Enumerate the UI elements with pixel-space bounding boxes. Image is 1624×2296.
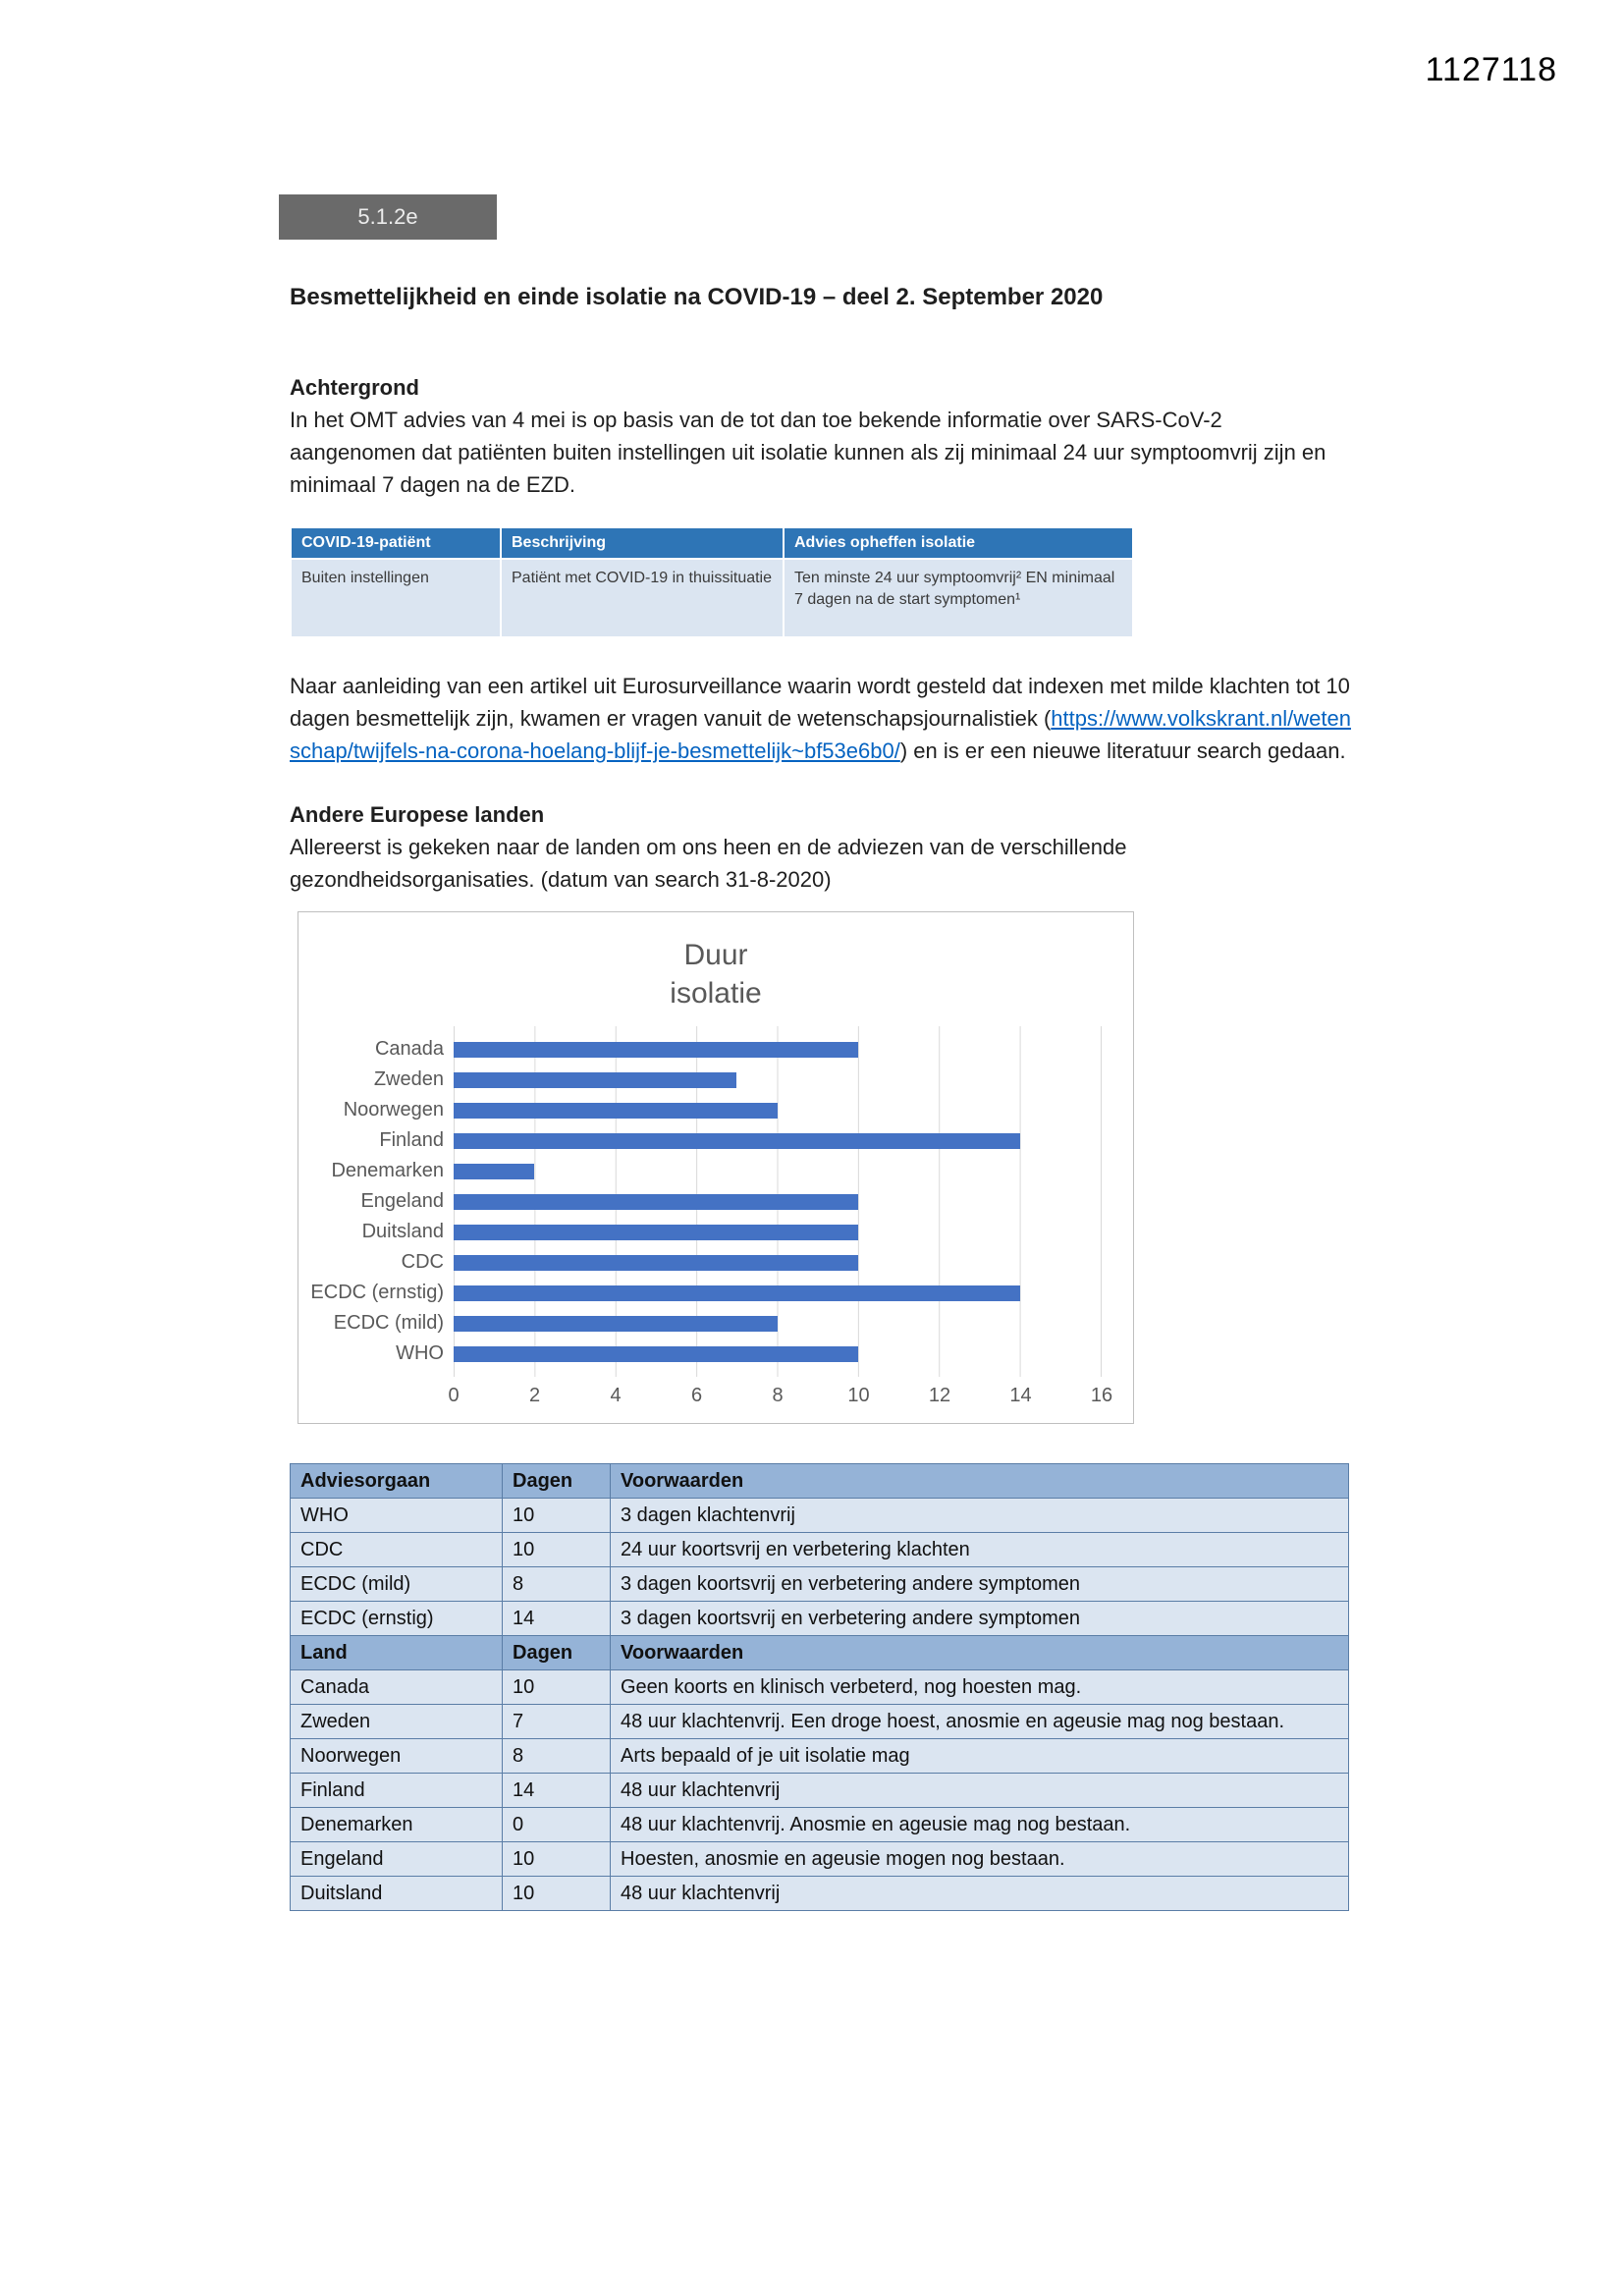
advice-table <box>290 1463 1349 1911</box>
advice-table-header-cell: Dagen <box>503 1464 611 1499</box>
chart-category-label: ECDC (mild) <box>333 1312 444 1334</box>
advice-table-cell: 7 <box>503 1705 611 1739</box>
covid-patient-table-header-cell: COVID-19-patiënt <box>291 527 501 559</box>
volkskrant-link[interactable]: https://www.volkskrant.nl/wetenschap/twijfels-na-corona-hoelang-blijf-je-besmettelijk~bf53e6b0/ <box>290 706 1351 763</box>
advice-table-cell: Noorwegen <box>291 1739 503 1774</box>
advice-table-cell: 3 dagen koortsvrij en verbetering andere symptomen <box>611 1602 1349 1636</box>
document-title: Besmettelijkheid en einde isolatie na COVID-19 – deel 2. September 2020 <box>290 284 1104 310</box>
advice-table-cell: Arts bepaald of je uit isolatie mag <box>611 1739 1349 1774</box>
advice-table-cell: 10 <box>503 1670 611 1705</box>
section-heading-europese-landen: Andere Europese landen <box>290 802 545 827</box>
chart-bar <box>454 1103 778 1119</box>
advice-table-header-cell: Dagen <box>503 1636 611 1670</box>
paragraph-europese-landen: Allereerst is gekeken naar de landen om ons heen en de adviezen van de verschillende gezondheidsorganisaties. (datum van search 31-8-2020) <box>290 835 1127 892</box>
paragraph-followup <box>290 670 1352 767</box>
chart-category-label: CDC <box>401 1251 444 1273</box>
advice-table-cell: WHO <box>291 1499 503 1533</box>
covid-patient-table-header-cell: Advies opheffen isolatie <box>784 527 1133 559</box>
chart-category-labels <box>304 1026 454 1377</box>
advice-table-cell: 3 dagen klachtenvrij <box>611 1499 1349 1533</box>
advice-table-row <box>291 1739 1349 1774</box>
followup-text-post: ) en is er een nieuwe literatuur search gedaan. <box>899 738 1346 763</box>
advice-table-header-row <box>291 1464 1349 1499</box>
doc-number: 1127118 <box>1425 51 1557 88</box>
covid-patient-table-header-row <box>291 527 1133 559</box>
chart-bar-row <box>454 1034 1101 1065</box>
advice-table-header-row <box>291 1636 1349 1670</box>
advice-table-cell: Geen koorts en klinisch verbeterd, nog hoesten mag. <box>611 1670 1349 1705</box>
chart-bar-row <box>454 1095 1101 1125</box>
chart-plot-area <box>454 1026 1102 1377</box>
advice-table-cell: 48 uur klachtenvrij <box>611 1877 1349 1911</box>
advice-table-cell: 10 <box>503 1842 611 1877</box>
chart-x-tick: 14 <box>1009 1385 1032 1406</box>
advice-table-row <box>291 1499 1349 1533</box>
covid-patient-table-cell: Buiten instellingen <box>291 559 501 637</box>
chart-bar <box>454 1164 534 1179</box>
advice-table-cell: Denemarken <box>291 1808 503 1842</box>
chart-bar-row <box>454 1339 1101 1369</box>
advice-table-cell: 48 uur klachtenvrij <box>611 1774 1349 1808</box>
advice-table-cell: 10 <box>503 1533 611 1567</box>
followup-text-pre: Naar aanleiding van een artikel uit Eurosurveillance waarin wordt gesteld dat indexen met milde klachten tot 10 dagen besmettelijk zijn, kwamen er vragen vanuit de wetenschapsjournalistiek ( <box>290 674 1350 731</box>
chart-bar-row <box>454 1065 1101 1095</box>
advice-table-row <box>291 1602 1349 1636</box>
advice-table-row <box>291 1774 1349 1808</box>
chart-x-tick: 12 <box>928 1385 951 1406</box>
chart-x-tick: 2 <box>528 1385 541 1406</box>
advice-table-cell: CDC <box>291 1533 503 1567</box>
advice-table-row <box>291 1670 1349 1705</box>
chart-category-label: Engeland <box>360 1190 444 1212</box>
advice-table-row <box>291 1808 1349 1842</box>
chart-bar-row <box>454 1217 1101 1247</box>
chart-bar <box>454 1042 858 1058</box>
advice-table-row <box>291 1877 1349 1911</box>
document-content <box>290 283 1352 1911</box>
advice-table-header-cell: Land <box>291 1636 503 1670</box>
advice-table-cell: 8 <box>503 1567 611 1602</box>
isolation-duration-chart <box>298 911 1134 1424</box>
chart-bar <box>454 1316 778 1332</box>
chart-category-label: WHO <box>396 1342 444 1364</box>
advice-table-row <box>291 1533 1349 1567</box>
advice-table-cell: 0 <box>503 1808 611 1842</box>
advice-table-cell: Duitsland <box>291 1877 503 1911</box>
chart-category-label: Duitsland <box>361 1221 444 1242</box>
chart-category-label: Finland <box>379 1129 444 1151</box>
chart-x-tick: 8 <box>772 1385 784 1406</box>
chart-x-tick: 16 <box>1090 1385 1113 1406</box>
redaction-box: 5.1.2e <box>279 194 497 240</box>
chart-bar-row <box>454 1308 1101 1339</box>
advice-table-cell: 10 <box>503 1877 611 1911</box>
chart-bar <box>454 1255 858 1271</box>
chart-category-label: ECDC (ernstig) <box>310 1282 444 1303</box>
advice-table-cell: 10 <box>503 1499 611 1533</box>
advice-table-cell: 3 dagen koortsvrij en verbetering andere symptomen <box>611 1567 1349 1602</box>
chart-bar <box>454 1194 858 1210</box>
chart-bar-row <box>454 1186 1101 1217</box>
chart-bar <box>454 1133 1020 1149</box>
advice-table-header-cell: Voorwaarden <box>611 1636 1349 1670</box>
chart-bar <box>454 1346 858 1362</box>
chart-title-line2: isolatie <box>670 977 762 1010</box>
chart-x-tick: 6 <box>690 1385 703 1406</box>
advice-table-cell: ECDC (mild) <box>291 1567 503 1602</box>
advice-table-row <box>291 1705 1349 1739</box>
advice-table-row <box>291 1842 1349 1877</box>
chart-x-tick: 0 <box>448 1385 460 1406</box>
advice-table-cell: 24 uur koortsvrij en verbetering klachten <box>611 1533 1349 1567</box>
chart-bar-row <box>454 1247 1101 1278</box>
advice-table-cell: Hoesten, anosmie en ageusie mogen nog bestaan. <box>611 1842 1349 1877</box>
covid-patient-table-cell: Ten minste 24 uur symptoomvrij² EN minimaal 7 dagen na de start symptomen¹ <box>784 559 1133 637</box>
advice-table-cell: 48 uur klachtenvrij. Een droge hoest, anosmie en ageusie mag nog bestaan. <box>611 1705 1349 1739</box>
chart-bar-row <box>454 1278 1101 1308</box>
section-heading-achtergrond: Achtergrond <box>290 375 419 400</box>
covid-patient-table-row <box>291 559 1133 637</box>
chart-category-label: Denemarken <box>331 1160 444 1181</box>
advice-table-cell: 14 <box>503 1602 611 1636</box>
chart-category-label: Zweden <box>373 1068 444 1090</box>
chart-title <box>298 936 1133 1012</box>
chart-bar <box>454 1285 1020 1301</box>
advice-table-cell: 48 uur klachtenvrij. Anosmie en ageusie mag nog bestaan. <box>611 1808 1349 1842</box>
advice-table-cell: Finland <box>291 1774 503 1808</box>
advice-table-cell: 14 <box>503 1774 611 1808</box>
covid-patient-table <box>290 526 1134 638</box>
advice-table-cell: Canada <box>291 1670 503 1705</box>
chart-bar-row <box>454 1125 1101 1156</box>
chart-bar <box>454 1072 736 1088</box>
advice-table-row <box>291 1567 1349 1602</box>
advice-table-cell: Engeland <box>291 1842 503 1877</box>
chart-category-label: Noorwegen <box>343 1099 444 1121</box>
advice-table-header-cell: Voorwaarden <box>611 1464 1349 1499</box>
advice-table-cell: 8 <box>503 1739 611 1774</box>
chart-category-label: Canada <box>374 1038 444 1060</box>
advice-table-header-cell: Adviesorgaan <box>291 1464 503 1499</box>
chart-x-tick: 4 <box>610 1385 622 1406</box>
chart-x-tick: 10 <box>847 1385 870 1406</box>
covid-patient-table-cell: Patiënt met COVID-19 in thuissituatie <box>501 559 784 637</box>
advice-table-cell: ECDC (ernstig) <box>291 1602 503 1636</box>
chart-x-axis <box>448 1377 1113 1414</box>
chart-bar-row <box>454 1156 1101 1186</box>
advice-table-cell: Zweden <box>291 1705 503 1739</box>
covid-patient-table-header-cell: Beschrijving <box>501 527 784 559</box>
chart-bar <box>454 1225 858 1240</box>
paragraph-background: In het OMT advies van 4 mei is op basis van de tot dan toe bekende informatie over SARS-CoV-2 aangenomen dat patiënten buiten instellingen uit isolatie kunnen als zij minimaal 24 uur symptoomvrij zijn en minimaal 7 dagen na de EZD. <box>290 408 1326 497</box>
chart-title-line1: Duur <box>683 939 748 971</box>
